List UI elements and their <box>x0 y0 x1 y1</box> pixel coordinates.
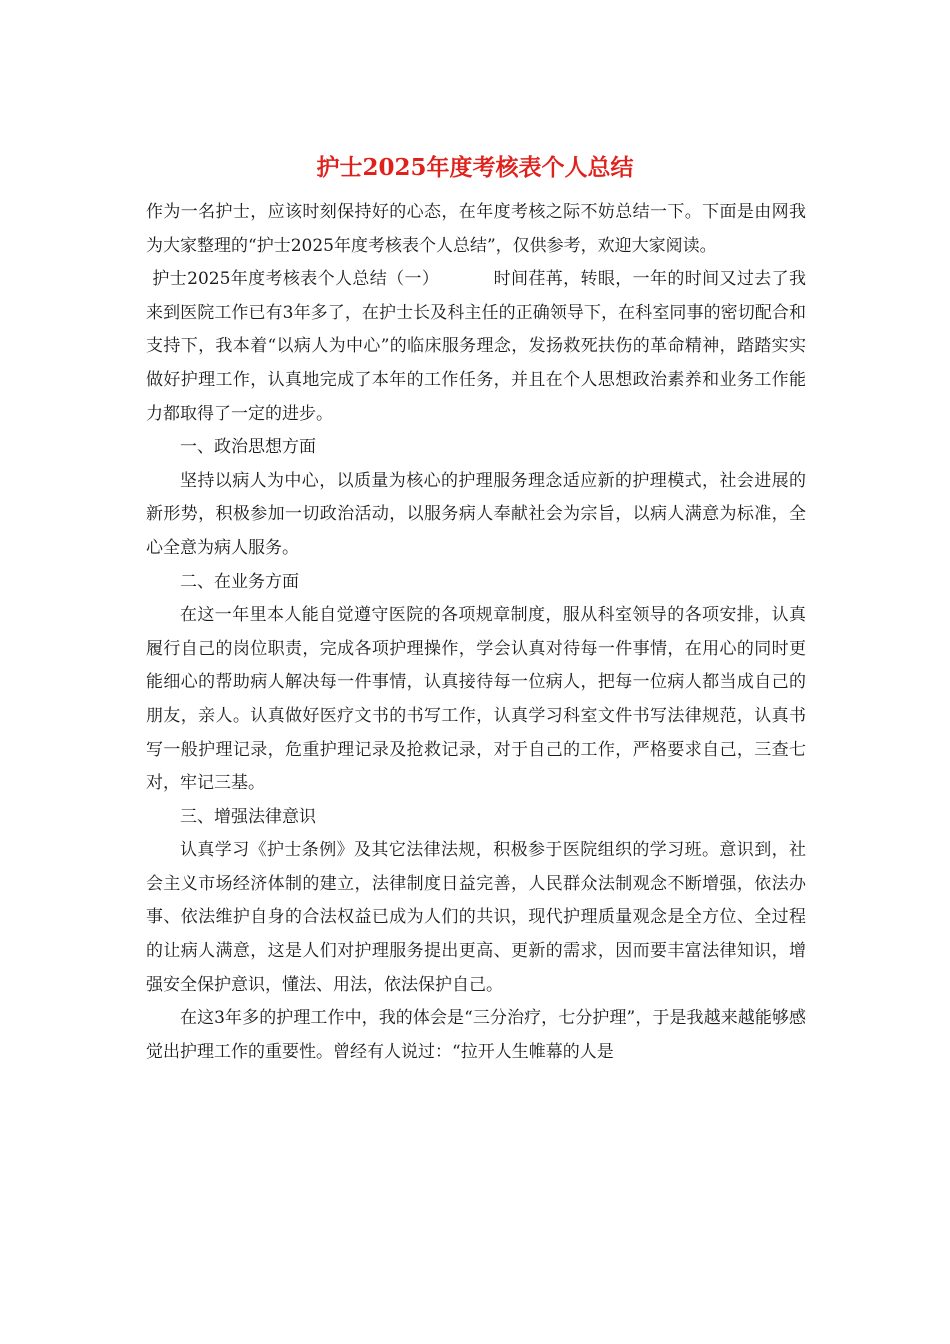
paragraph-law: 认真学习《护士条例》及其它法律法规，积极参于医院组织的学习班。意识到，社会主义市场经济体制的建立，法律制度日益完善，人民群众法制观念不断增强，依法办事、依法维护自身的合法权益已成为人们的共识，现代护理质量观念是全方位、全过程的让病人满意，这是人们对护理服务提出更高、更新的需求，因而要丰富法律知识，增强安全保护意识，懂法、用法，依法保护自己。 <box>146 840 806 995</box>
document-body <box>146 196 806 1069</box>
paragraph-experience: 在这3年多的护理工作中，我的体会是“三分治疗，七分护理”，于是我越来越能够感觉出护理工作的重要性。曾经有人说过：“拉开人生帷幕的人是 <box>146 1008 806 1062</box>
section-opening-paragraph <box>146 263 806 431</box>
intro-paragraph: 作为一名护士，应该时刻保持好的心态，在年度考核之际不妨总结一下。下面是由网我为大家整理的“护士2025年度考核表个人总结”，仅供参考，欢迎大家阅读。 <box>146 202 806 256</box>
document-title: 护士2025年度考核表个人总结 <box>316 154 634 181</box>
heading-law: 三、增强法律意识 <box>180 806 316 827</box>
heading-business: 二、在业务方面 <box>180 571 299 592</box>
heading-politics: 一、政治思想方面 <box>180 437 316 458</box>
paragraph-politics: 坚持以病人为中心，以质量为核心的护理服务理念适应新的护理模式，社会进展的新形势，积极参加一切政治活动，以服务病人奉献社会为宗旨，以病人满意为标准，全心全意为病人服务。 <box>146 470 806 558</box>
paragraph-business: 在这一年里本人能自觉遵守医院的各项规章制度，服从科室领导的各项安排，认真履行自己的岗位职责，完成各项护理操作，学会认真对待每一件事情，在用心的同时更能细心的帮助病人解决每一件事情，认真接待每一位病人，把每一位病人都当成自己的朋友，亲人。认真做好医疗文书的书写工作，认真学习科室文件书写法律规范，认真书写一般护理记录，危重护理记录及抢救记录，对于自己的工作，严格要求自己，三查七对，牢记三基。 <box>146 605 806 794</box>
section-heading: 护士2025年度考核表个人总结（一） <box>152 269 440 290</box>
section-first-text: 时间荏苒，转眼，一年的时间又过去了我来到医院工作已有3年多了，在护士长及科主任的正确领导下，在科室同事的密切配合和支持下，我本着“以病人为中心”的临床服务理念，发扬救死扶伤的革命精神，踏踏实实做好护理工作，认真地完成了本年的工作任务，并且在个人思想政治素养和业务工作能力都取得了一定的进步。 <box>146 269 807 424</box>
